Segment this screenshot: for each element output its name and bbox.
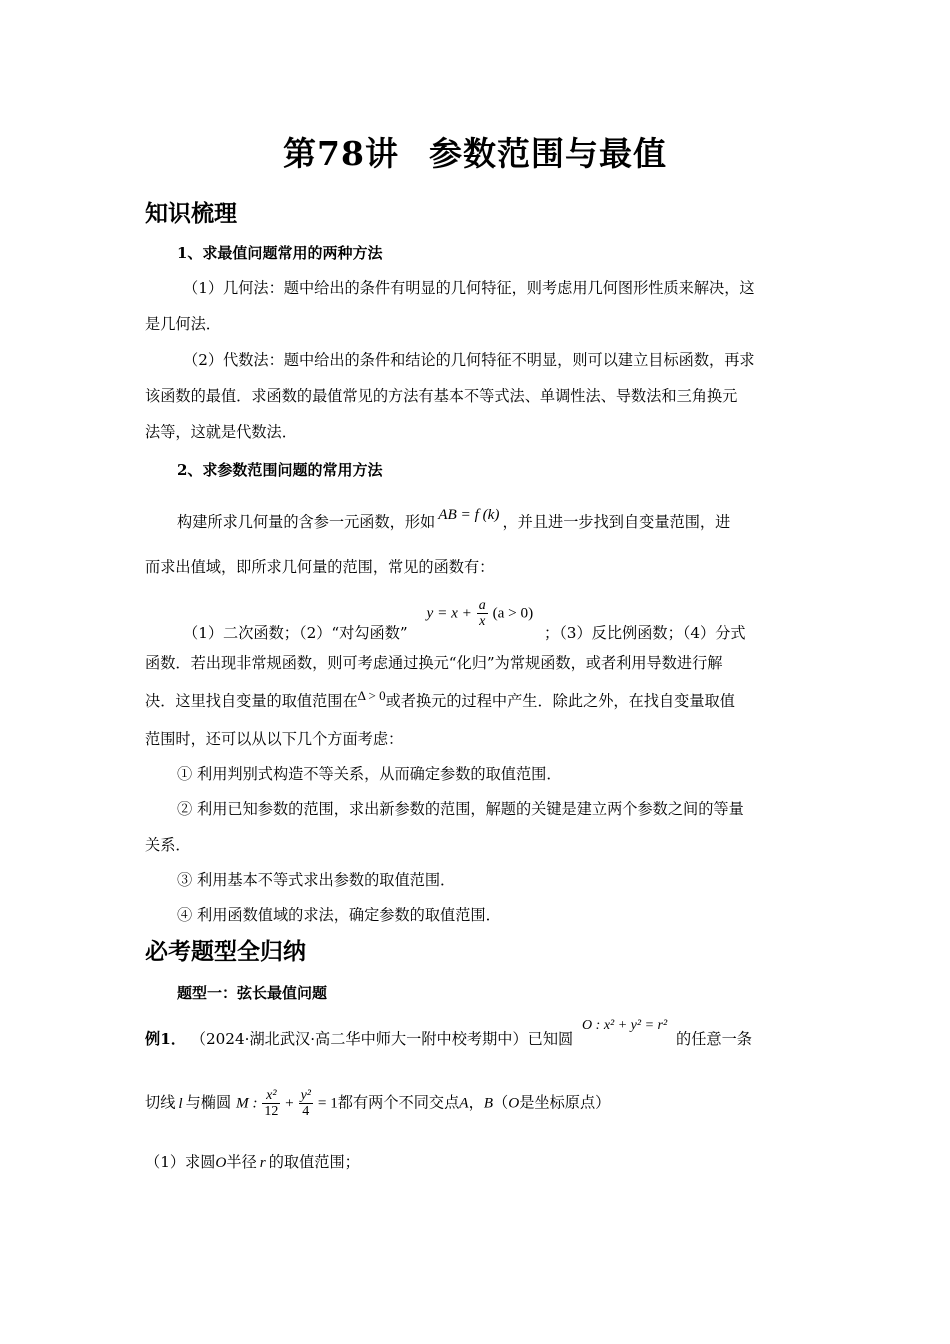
example-1-line-2: 切线 l 与椭圆 M : $\frac{\text{x²}}{12}$ + $\frac{\text{y²}}{4}$ = 1都有两个不同交点A，B（O是坐标原点） xyxy=(145,1088,611,1119)
numerator: y² xyxy=(300,1088,311,1103)
lecture-number: 第78讲 xyxy=(283,134,399,173)
example-source: （2024·湖北武汉·高二华中师大一附中校考期中）已知圆 xyxy=(190,1030,574,1048)
text-fragment: 与椭圆 xyxy=(185,1093,232,1112)
alg-line-1: （2）代数法：题中给出的条件和结论的几何特征不明显，则可以建立目标函数，再求 xyxy=(183,351,755,369)
formula-tick-function xyxy=(427,598,534,629)
text-fragment: 或者换元的过程中产生．除此之外，在找自变量取值 xyxy=(385,692,735,710)
point-b: B xyxy=(483,1094,494,1112)
formula-fraction xyxy=(477,598,488,629)
method2-line-3 xyxy=(145,598,746,642)
text-fragment: 切线 xyxy=(145,1093,176,1112)
var-o: O xyxy=(215,1154,227,1171)
geometric-method-paragraph xyxy=(145,270,807,342)
method2-line-6: 范围时，还可以从以下几个方面考虑： xyxy=(145,730,404,748)
var-l: l xyxy=(178,1094,183,1112)
text-fragment: ；（3）反比例函数；（4）分式 xyxy=(544,623,746,642)
geo-line-2: 是几何法． xyxy=(145,315,221,333)
type1-heading: 题型一：弦长最值问题 xyxy=(177,984,328,1002)
method2-line-4: 函数．若出现非常规函数，则可考虑通过换元“化归”为常规函数，或者利用导数进行解 xyxy=(145,654,723,672)
method1-heading: 1、求最值问题常用的两种方法 xyxy=(177,244,383,262)
text-fragment: （1）求圆 xyxy=(145,1153,216,1171)
denominator: x xyxy=(479,614,486,629)
var-r: r xyxy=(259,1154,266,1171)
list-item-1: ① 利用判别式构造不等关系，从而确定参数的取值范围． xyxy=(177,765,562,783)
algebraic-method-paragraph xyxy=(145,342,807,450)
method2-heading: 2、求参数范围问题的常用方法 xyxy=(177,461,383,479)
alg-line-3: 法等，这就是代数法． xyxy=(145,423,297,441)
method2-line-5 xyxy=(145,690,735,711)
method2-line-1 xyxy=(145,506,731,532)
lecture-topic: 参数范围与最值 xyxy=(428,134,667,173)
numerator: a xyxy=(478,598,486,613)
denominator: 12 xyxy=(264,1104,279,1119)
denominator: 4 xyxy=(302,1104,310,1119)
page-title xyxy=(0,128,950,175)
origin-o: O xyxy=(508,1094,520,1112)
text-fragment: 构建所求几何量的含参一元函数，形如 xyxy=(177,513,436,531)
text-fragment: ，并且进一步找到自变量范围，进 xyxy=(502,513,731,531)
text-fragment: 都有两个不同交点 xyxy=(337,1093,460,1112)
text-fragment: 的取值范围； xyxy=(268,1153,360,1171)
punctuation: ， xyxy=(468,1093,484,1112)
text-fragment: 是坐标原点） xyxy=(519,1093,611,1112)
section-heading-exam-types: 必考题型全归纳 xyxy=(145,938,306,965)
method2-line-2: 而求出值域，即所求几何量的范围，常见的函数有： xyxy=(145,558,495,576)
text-fragment: 半径 xyxy=(226,1153,257,1171)
question-1 xyxy=(145,1151,360,1172)
text-fragment: 的任意一条 xyxy=(676,1030,752,1048)
formula-ab-fk: AB = f (k) xyxy=(438,506,500,523)
point-a: A xyxy=(459,1094,469,1112)
punctuation: （ xyxy=(493,1093,509,1112)
alg-line-2: 该函数的最值．求函数的最值常见的方法有基本不等式法、单调性法、导数法和三角换元 xyxy=(145,387,738,405)
ellipse-y-term xyxy=(299,1088,313,1119)
text-fragment: （1）二次函数；（2）“对勾函数” xyxy=(183,623,408,642)
example-1-line-1 xyxy=(145,1013,752,1048)
example-label: 例1． xyxy=(145,1030,186,1048)
text-fragment: 决．这里找自变量的取值范围在 xyxy=(145,692,358,710)
formula-part: y = x + xyxy=(426,604,472,622)
ellipse-rhs: = 1 xyxy=(317,1094,338,1112)
list-item-2b: 关系． xyxy=(145,836,191,854)
ellipse-label: M : xyxy=(236,1094,258,1112)
ellipse-x-term xyxy=(262,1088,280,1119)
formula-circle: O : x² + y² = r² xyxy=(582,1018,668,1033)
section-heading-knowledge: 知识梳理 xyxy=(145,200,237,227)
numerator: x² xyxy=(262,1088,280,1104)
formula-delta: Δ > 0 xyxy=(357,688,386,703)
list-item-3: ③ 利用基本不等式求出参数的取值范围． xyxy=(177,871,456,889)
formula-condition: (a > 0) xyxy=(492,604,534,622)
geo-line-1: （1）几何法：题中给出的条件有明显的几何特征，则考虑用几何图形性质来解决，这 xyxy=(183,279,755,297)
list-item-4: ④ 利用函数值域的求法，确定参数的取值范围． xyxy=(177,906,501,924)
list-item-2a: ② 利用已知参数的范围，求出新参数的范围，解题的关键是建立两个参数之间的等量 xyxy=(177,800,744,818)
